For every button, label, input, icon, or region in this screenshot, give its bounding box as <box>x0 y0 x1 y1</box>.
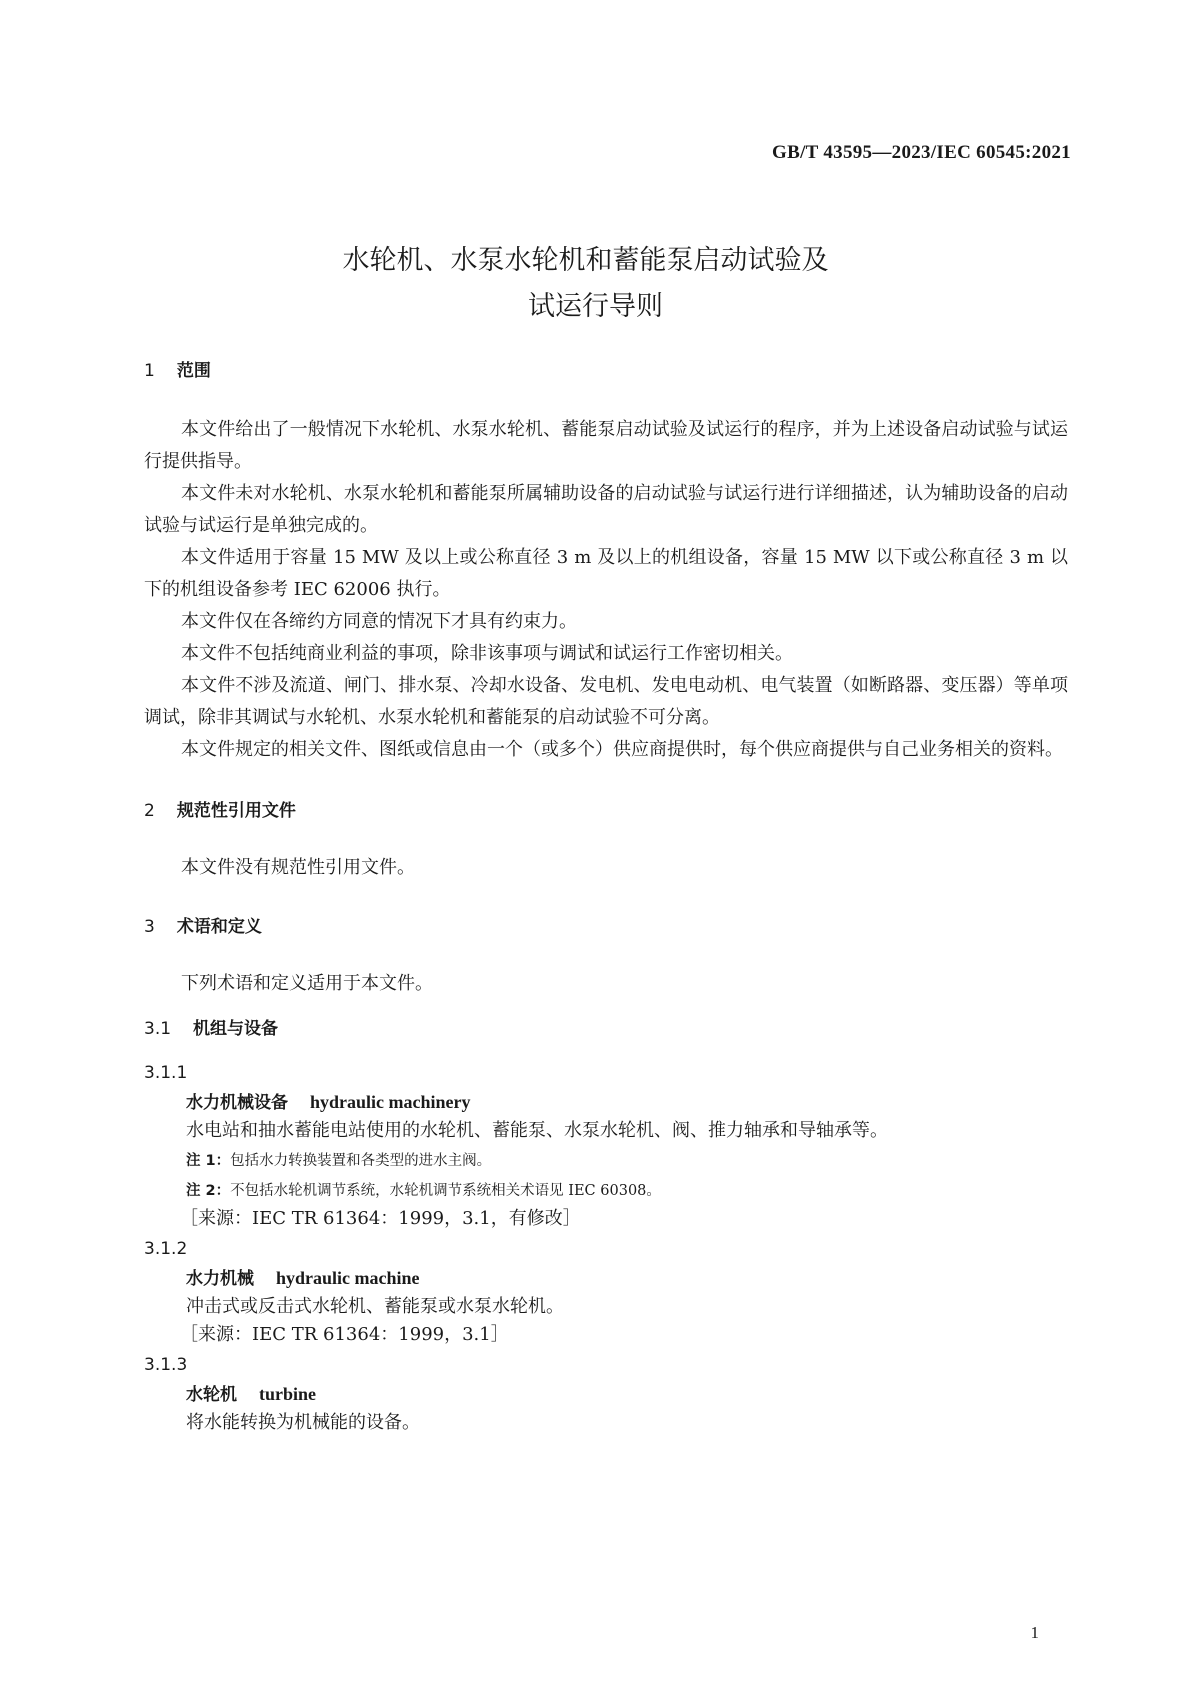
subsection-title: 机组与设备 <box>193 1019 279 1039</box>
term-zh: 水力机械设备 <box>186 1093 288 1113</box>
paragraph: 本文件未对水轮机、水泵水轮机和蓄能泵所属辅助设备的启动试验与试运行进行详细描述，认为辅助设备的启动试验与试运行是单独完成的。 <box>144 483 1068 536</box>
term-number: 3.1.2 <box>144 1239 188 1259</box>
term-en: hydraulic machine <box>276 1268 420 1288</box>
term-title <box>186 1266 420 1291</box>
term-source: ［来源：IEC TR 61364：1999，3.1］ <box>180 1324 509 1345</box>
term-number: 3.1.1 <box>144 1063 188 1083</box>
paragraph: 本文件没有规范性引用文件。 <box>181 857 415 878</box>
section-title: 规范性引用文件 <box>176 801 296 821</box>
paragraph: 本文件仅在各缔约方同意的情况下才具有约束力。 <box>181 611 577 632</box>
note-text: 包括水力转换装置和各类型的进水主阀。 <box>230 1153 492 1169</box>
paragraph: 本文件规定的相关文件、图纸或信息由一个（或多个）供应商提供时，每个供应商提供与自己业务相关的资料。 <box>181 739 1063 760</box>
subsection-number: 3.1 <box>144 1019 172 1039</box>
section-number: 2 <box>144 801 155 821</box>
section-2-heading <box>144 800 296 822</box>
term-title <box>186 1090 471 1115</box>
document-title-line1: 水轮机、水泵水轮机和蓄能泵启动试验及 <box>342 245 829 276</box>
section-title: 范围 <box>176 361 211 381</box>
note-text: 不包括水轮机调节系统，水轮机调节系统相关术语见 IEC 60308。 <box>230 1183 661 1199</box>
term-note <box>186 1150 491 1172</box>
term-definition: 冲击式或反击式水轮机、蓄能泵或水泵水轮机。 <box>186 1296 564 1317</box>
paragraph: 本文件不包括纯商业利益的事项，除非该事项与调试和试运行工作密切相关。 <box>181 643 793 664</box>
note-label: 注 1： <box>186 1153 231 1169</box>
section-title: 术语和定义 <box>176 917 262 937</box>
term-note <box>186 1180 661 1202</box>
paragraph: 本文件适用于容量 15 MW 及以上或公称直径 3 m 及以上的机组设备，容量 15 MW 以下或公称直径 3 m 以下的机组设备参考 IEC 62006 执行。 <box>144 547 1068 600</box>
term-zh: 水轮机 <box>186 1385 237 1405</box>
term-source: ［来源：IEC TR 61364：1999，3.1，有修改］ <box>180 1208 581 1229</box>
paragraph: 下列术语和定义适用于本文件。 <box>181 973 433 994</box>
term-definition: 水电站和抽水蓄能电站使用的水轮机、蓄能泵、水泵水轮机、阀、推力轴承和导轴承等。 <box>186 1120 888 1141</box>
term-en: turbine <box>259 1384 317 1404</box>
section-number: 1 <box>144 361 155 381</box>
term-number: 3.1.3 <box>144 1355 188 1375</box>
subsection-3-1-heading <box>144 1018 278 1040</box>
paragraph: 本文件不涉及流道、闸门、排水泵、冷却水设备、发电机、发电电动机、电气装置（如断路器、变压器）等单项调试，除非其调试与水轮机、水泵水轮机和蓄能泵的启动试验不可分离。 <box>144 675 1068 728</box>
section-number: 3 <box>144 917 155 937</box>
term-definition: 将水能转换为机械能的设备。 <box>186 1412 420 1433</box>
standard-code: GB/T 43595—2023/IEC 60545:2021 <box>772 142 1071 163</box>
section-3-heading <box>144 916 262 938</box>
term-zh: 水力机械 <box>186 1269 254 1289</box>
document-title-line2: 试运行导则 <box>528 291 663 322</box>
paragraph: 本文件给出了一般情况下水轮机、水泵水轮机、蓄能泵启动试验及试运行的程序，并为上述设备启动试验与试运行提供指导。 <box>144 419 1068 472</box>
term-en: hydraulic machinery <box>310 1092 471 1112</box>
term-title <box>186 1382 316 1407</box>
section-1-heading <box>144 360 211 382</box>
page-number: 1 <box>1030 1623 1039 1642</box>
note-label: 注 2： <box>186 1183 231 1199</box>
